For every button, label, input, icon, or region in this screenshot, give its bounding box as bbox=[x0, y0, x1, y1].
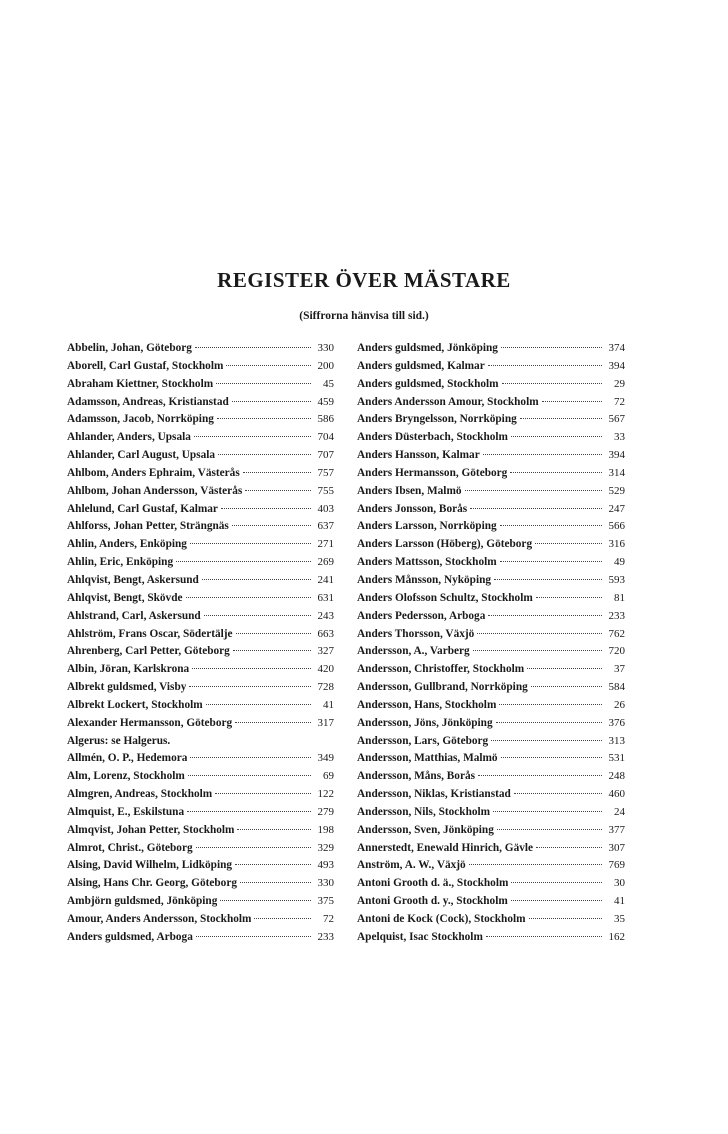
entry-name: Almquist, E., Eskilstuna bbox=[67, 805, 185, 818]
entry-page-number: 41 bbox=[614, 895, 625, 908]
index-column-left bbox=[67, 340, 334, 947]
entry-name: Ahlin, Eric, Enköping bbox=[67, 556, 174, 569]
entry-name: Anders Andersson Amour, Stockholm bbox=[357, 395, 539, 408]
entry-name: Ahlstrand, Carl, Askersund bbox=[67, 609, 201, 622]
index-entry bbox=[357, 697, 625, 715]
index-entry bbox=[357, 483, 625, 501]
dot-leader bbox=[500, 561, 602, 562]
entry-name: Andersson, Christoffer, Stockholm bbox=[357, 663, 525, 676]
index-entry bbox=[357, 447, 625, 465]
index-entry bbox=[357, 661, 625, 679]
index-entry bbox=[357, 465, 625, 483]
index-entry bbox=[357, 643, 625, 661]
dot-leader bbox=[196, 847, 311, 848]
entry-name: Ahlbom, Anders Ephraim, Västerås bbox=[67, 466, 240, 479]
entry-page-number: 41 bbox=[323, 698, 334, 711]
index-entry bbox=[67, 697, 334, 715]
index-entry bbox=[357, 679, 625, 697]
index-entry bbox=[357, 536, 625, 554]
index-entry bbox=[67, 572, 334, 590]
entry-page-number: 279 bbox=[317, 805, 334, 818]
entry-name: Almgren, Andreas, Stockholm bbox=[67, 788, 213, 801]
index-entry bbox=[67, 715, 334, 733]
entry-name: Anders Larsson (Höberg), Göteborg bbox=[357, 538, 533, 551]
index-entry bbox=[67, 733, 334, 751]
entry-name: Apelquist, Isac Stockholm bbox=[357, 930, 483, 943]
entry-page-number: 376 bbox=[608, 716, 625, 729]
dot-leader bbox=[511, 436, 602, 437]
entry-page-number: 769 bbox=[608, 859, 625, 872]
entry-name: Abraham Kiettner, Stockholm bbox=[67, 377, 214, 390]
dot-leader bbox=[235, 864, 311, 865]
dot-leader bbox=[206, 704, 311, 705]
dot-leader bbox=[196, 936, 311, 937]
entry-page-number: 24 bbox=[614, 805, 625, 818]
index-entry bbox=[357, 857, 625, 875]
dot-leader bbox=[190, 543, 311, 544]
entry-page-number: 313 bbox=[608, 734, 625, 747]
index-entry bbox=[357, 804, 625, 822]
dot-leader bbox=[531, 686, 602, 687]
entry-name: Alexander Hermansson, Göteborg bbox=[67, 716, 233, 729]
entry-name: Andersson, A., Varberg bbox=[357, 645, 470, 658]
index-entry bbox=[357, 411, 625, 429]
dot-leader bbox=[245, 490, 311, 491]
entry-page-number: 460 bbox=[608, 788, 625, 801]
dot-leader bbox=[240, 882, 311, 883]
dot-leader bbox=[494, 579, 602, 580]
index-entry bbox=[357, 840, 625, 858]
index-entry bbox=[67, 340, 334, 358]
index-entry bbox=[357, 786, 625, 804]
entry-name: Albrekt Lockert, Stockholm bbox=[67, 698, 203, 711]
entry-page-number: 584 bbox=[608, 681, 625, 694]
entry-page-number: 720 bbox=[608, 645, 625, 658]
index-entry bbox=[357, 822, 625, 840]
entry-name: Ahlström, Frans Oscar, Södertälje bbox=[67, 627, 233, 640]
entry-page-number: 586 bbox=[317, 413, 334, 426]
dot-leader bbox=[189, 686, 311, 687]
entry-name: Anders Mattsson, Stockholm bbox=[357, 556, 497, 569]
index-entry bbox=[357, 733, 625, 751]
index-entry bbox=[67, 875, 334, 893]
entry-name: Anders Pedersson, Arboga bbox=[357, 609, 486, 622]
dot-leader bbox=[510, 472, 602, 473]
entry-page-number: 631 bbox=[317, 591, 334, 604]
entry-name: Almqvist, Johan Petter, Stockholm bbox=[67, 823, 235, 836]
entry-page-number: 493 bbox=[317, 859, 334, 872]
entry-page-number: 394 bbox=[608, 359, 625, 372]
entry-page-number: 529 bbox=[608, 484, 625, 497]
page-subtitle: (Siffrorna hänvisa till sid.) bbox=[299, 310, 429, 322]
entry-page-number: 35 bbox=[614, 913, 625, 925]
entry-page-number: 72 bbox=[614, 395, 625, 408]
entry-name: Anders Larsson, Norrköping bbox=[357, 520, 497, 533]
dot-leader bbox=[204, 615, 311, 616]
dot-leader bbox=[527, 668, 602, 669]
dot-leader bbox=[497, 829, 602, 830]
entry-page-number: 314 bbox=[608, 466, 625, 479]
entry-name: Andersson, Måns, Borås bbox=[357, 770, 476, 783]
dot-leader bbox=[202, 579, 311, 580]
entry-page-number: 69 bbox=[323, 770, 334, 783]
dot-leader bbox=[233, 650, 311, 651]
dot-leader bbox=[473, 650, 602, 651]
dot-leader bbox=[502, 383, 602, 384]
index-entry bbox=[67, 394, 334, 412]
entry-page-number: 762 bbox=[608, 627, 625, 640]
dot-leader bbox=[469, 864, 602, 865]
entry-page-number: 241 bbox=[317, 573, 334, 586]
dot-leader bbox=[488, 615, 602, 616]
entry-name: Ahlander, Carl August, Upsala bbox=[67, 449, 216, 462]
index-entry bbox=[357, 626, 625, 644]
dot-leader bbox=[477, 633, 602, 634]
dot-leader bbox=[501, 347, 602, 348]
dot-leader bbox=[488, 365, 602, 366]
entry-name: Anders Ibsen, Malmö bbox=[357, 484, 462, 497]
dot-leader bbox=[221, 508, 311, 509]
entry-page-number: 593 bbox=[608, 573, 625, 586]
dot-leader bbox=[465, 490, 602, 491]
dot-leader bbox=[243, 472, 311, 473]
entry-name: Antoni Grooth d. y., Stockholm bbox=[357, 895, 508, 908]
entry-name: Almrot, Christ., Göteborg bbox=[67, 841, 193, 854]
dot-leader bbox=[500, 525, 602, 526]
entry-name: Aborell, Carl Gustaf, Stockholm bbox=[67, 359, 224, 372]
index-entry bbox=[67, 822, 334, 840]
entry-name: Anders guldsmed, Kalmar bbox=[357, 359, 485, 372]
entry-page-number: 403 bbox=[317, 502, 334, 515]
entry-page-number: 420 bbox=[317, 663, 334, 676]
entry-page-number: 566 bbox=[608, 520, 625, 533]
entry-name: Andersson, Niklas, Kristianstad bbox=[357, 788, 511, 801]
entry-page-number: 72 bbox=[323, 913, 334, 925]
entry-name: Antoni de Kock (Cock), Stockholm bbox=[357, 913, 526, 925]
entry-page-number: 45 bbox=[323, 377, 334, 390]
index-entry bbox=[67, 483, 334, 501]
entry-name: Ahlbom, Johan Andersson, Västerås bbox=[67, 484, 243, 497]
entry-page-number: 329 bbox=[317, 841, 334, 854]
entry-page-number: 81 bbox=[614, 591, 625, 604]
dot-leader bbox=[215, 793, 311, 794]
index-entry bbox=[357, 715, 625, 733]
index-entry bbox=[357, 911, 625, 929]
index-entry bbox=[67, 679, 334, 697]
entry-name: Anders guldsmed, Stockholm bbox=[357, 377, 499, 390]
entry-name: Anders Hansson, Kalmar bbox=[357, 449, 480, 462]
index-entry bbox=[67, 929, 334, 947]
dot-leader bbox=[194, 436, 311, 437]
dot-leader bbox=[496, 722, 602, 723]
entry-name: Ahlander, Anders, Upsala bbox=[67, 431, 191, 444]
dot-leader bbox=[536, 847, 602, 848]
entry-name: Anders guldsmed, Arboga bbox=[67, 930, 193, 943]
entry-name: Anders Månsson, Nyköping bbox=[357, 573, 492, 586]
entry-page-number: 26 bbox=[614, 698, 625, 711]
entry-page-number: 233 bbox=[317, 930, 334, 943]
entry-page-number: 162 bbox=[608, 930, 625, 943]
index-entry bbox=[67, 429, 334, 447]
entry-page-number: 637 bbox=[317, 520, 334, 533]
entry-page-number: 247 bbox=[608, 502, 625, 515]
index-entry bbox=[357, 429, 625, 447]
index-entry bbox=[67, 857, 334, 875]
entry-page-number: 49 bbox=[614, 556, 625, 569]
index-column-right bbox=[357, 340, 625, 947]
entry-name: Ambjörn guldsmed, Jönköping bbox=[67, 895, 218, 908]
dot-leader bbox=[542, 401, 602, 402]
entry-name: Amour, Anders Andersson, Stockholm bbox=[67, 913, 252, 925]
dot-leader bbox=[511, 882, 602, 883]
dot-leader bbox=[220, 900, 311, 901]
dot-leader bbox=[511, 900, 602, 901]
index-entry bbox=[357, 608, 625, 626]
index-entry bbox=[67, 465, 334, 483]
index-entry bbox=[357, 893, 625, 911]
dot-leader bbox=[514, 793, 602, 794]
entry-name: Anders Düsterbach, Stockholm bbox=[357, 431, 508, 444]
index-entry bbox=[67, 590, 334, 608]
dot-leader bbox=[237, 829, 311, 830]
entry-name: Ahlelund, Carl Gustaf, Kalmar bbox=[67, 502, 218, 515]
dot-leader bbox=[195, 347, 311, 348]
index-entry bbox=[357, 518, 625, 536]
index-entry bbox=[67, 750, 334, 768]
entry-name: Anders Bryngelsson, Norrköping bbox=[357, 413, 517, 426]
index-entry bbox=[67, 411, 334, 429]
entry-name: Annerstedt, Enewald Hinrich, Gävle bbox=[357, 841, 534, 854]
index-entry bbox=[67, 554, 334, 572]
entry-page-number: 30 bbox=[614, 877, 625, 890]
page-title: REGISTER ÖVER MÄSTARE bbox=[217, 268, 511, 292]
entry-page-number: 531 bbox=[608, 752, 625, 765]
entry-name: Ahlforss, Johan Petter, Strängnäs bbox=[67, 520, 229, 533]
entry-name: Abbelin, Johan, Göteborg bbox=[67, 342, 192, 354]
entry-name: Andersson, Sven, Jönköping bbox=[357, 823, 494, 836]
dot-leader bbox=[176, 561, 311, 562]
index-entry bbox=[67, 447, 334, 465]
index-entry bbox=[67, 608, 334, 626]
entry-page-number: 269 bbox=[317, 556, 334, 569]
entry-page-number: 330 bbox=[317, 877, 334, 890]
dot-leader bbox=[218, 454, 311, 455]
entry-page-number: 755 bbox=[317, 484, 334, 497]
index-entry bbox=[357, 750, 625, 768]
entry-page-number: 349 bbox=[317, 752, 334, 765]
index-entry bbox=[67, 893, 334, 911]
index-entry bbox=[67, 518, 334, 536]
entry-page-number: 375 bbox=[317, 895, 334, 908]
entry-page-number: 271 bbox=[317, 538, 334, 551]
index-entry bbox=[67, 358, 334, 376]
dot-leader bbox=[232, 401, 311, 402]
entry-page-number: 757 bbox=[317, 466, 334, 479]
index-entry bbox=[357, 501, 625, 519]
entry-name: Andersson, Nils, Stockholm bbox=[357, 805, 491, 818]
index-entry bbox=[357, 554, 625, 572]
index-entry bbox=[357, 572, 625, 590]
dot-leader bbox=[216, 383, 311, 384]
entry-name: Allmén, O. P., Hedemora bbox=[67, 752, 188, 765]
dot-leader bbox=[217, 418, 311, 419]
entry-page-number: 327 bbox=[317, 645, 334, 658]
index-entry bbox=[67, 840, 334, 858]
entry-name: Andersson, Hans, Stockholm bbox=[357, 698, 497, 711]
entry-name: Antoni Grooth d. ä., Stockholm bbox=[357, 877, 509, 890]
dot-leader bbox=[236, 633, 311, 634]
dot-leader bbox=[535, 543, 602, 544]
dot-leader bbox=[186, 597, 311, 598]
dot-leader bbox=[192, 668, 311, 669]
entry-page-number: 122 bbox=[317, 788, 334, 801]
dot-leader bbox=[536, 597, 602, 598]
dot-leader bbox=[493, 811, 602, 812]
entry-name: Andersson, Matthias, Malmö bbox=[357, 752, 498, 765]
entry-name: Ahlin, Anders, Enköping bbox=[67, 538, 187, 551]
entry-page-number: 728 bbox=[317, 681, 334, 694]
dot-leader bbox=[470, 508, 602, 509]
entry-page-number: 316 bbox=[608, 538, 625, 551]
dot-leader bbox=[188, 775, 311, 776]
entry-name: Adamsson, Jacob, Norrköping bbox=[67, 413, 214, 426]
index-entry bbox=[357, 358, 625, 376]
dot-leader bbox=[254, 918, 311, 919]
dot-leader bbox=[499, 704, 602, 705]
entry-page-number: 567 bbox=[608, 413, 625, 426]
entry-page-number: 248 bbox=[608, 770, 625, 783]
index-entry bbox=[357, 340, 625, 358]
dot-leader bbox=[478, 775, 602, 776]
entry-page-number: 37 bbox=[614, 663, 625, 676]
entry-name: Adamsson, Andreas, Kristianstad bbox=[67, 395, 229, 408]
entry-page-number: 317 bbox=[317, 716, 334, 729]
entry-name: Albin, Jöran, Karlskrona bbox=[67, 663, 190, 676]
entry-page-number: 377 bbox=[608, 823, 625, 836]
entry-name: Anders guldsmed, Jönköping bbox=[357, 342, 498, 354]
dot-leader bbox=[529, 918, 602, 919]
entry-name: Anström, A. W., Växjö bbox=[357, 859, 466, 872]
dot-leader bbox=[190, 757, 311, 758]
entry-name: Andersson, Gullbrand, Norrköping bbox=[357, 681, 528, 694]
index-entry bbox=[357, 768, 625, 786]
index-entry bbox=[357, 376, 625, 394]
entry-name: Ahlqvist, Bengt, Askersund bbox=[67, 573, 199, 586]
index-entry bbox=[357, 590, 625, 608]
entry-page-number: 704 bbox=[317, 431, 334, 444]
index-entry bbox=[67, 501, 334, 519]
entry-page-number: 330 bbox=[317, 342, 334, 354]
index-entry bbox=[67, 804, 334, 822]
dot-leader bbox=[520, 418, 602, 419]
index-entry bbox=[67, 661, 334, 679]
dot-leader bbox=[491, 740, 602, 741]
entry-name: Anders Jonsson, Borås bbox=[357, 502, 468, 515]
entry-name: Algerus: se Halgerus. bbox=[67, 734, 171, 747]
entry-name: Alsing, Hans Chr. Georg, Göteborg bbox=[67, 877, 237, 890]
dot-leader bbox=[483, 454, 602, 455]
index-entry bbox=[67, 376, 334, 394]
entry-name: Anders Thorsson, Växjö bbox=[357, 627, 475, 640]
index-entry bbox=[67, 786, 334, 804]
entry-page-number: 394 bbox=[608, 449, 625, 462]
index-entry bbox=[67, 626, 334, 644]
dot-leader bbox=[187, 811, 311, 812]
entry-name: Alm, Lorenz, Stockholm bbox=[67, 770, 185, 783]
dot-leader bbox=[235, 722, 311, 723]
entry-name: Anders Olofsson Schultz, Stockholm bbox=[357, 591, 533, 604]
index-entry bbox=[67, 643, 334, 661]
dot-leader bbox=[232, 525, 311, 526]
entry-page-number: 200 bbox=[317, 359, 334, 372]
entry-name: Ahlqvist, Bengt, Skövde bbox=[67, 591, 183, 604]
index-entry bbox=[357, 875, 625, 893]
dot-leader bbox=[501, 757, 602, 758]
entry-name: Andersson, Jöns, Jönköping bbox=[357, 716, 493, 729]
dot-leader bbox=[226, 365, 311, 366]
entry-name: Andersson, Lars, Göteborg bbox=[357, 734, 489, 747]
entry-name: Alsing, David Wilhelm, Lidköping bbox=[67, 859, 233, 872]
entry-page-number: 29 bbox=[614, 377, 625, 390]
entry-page-number: 33 bbox=[614, 431, 625, 444]
entry-page-number: 707 bbox=[317, 449, 334, 462]
index-entry bbox=[67, 536, 334, 554]
entry-name: Anders Hermansson, Göteborg bbox=[357, 466, 508, 479]
entry-page-number: 374 bbox=[608, 342, 625, 354]
entry-page-number: 198 bbox=[317, 823, 334, 836]
entry-page-number: 233 bbox=[608, 609, 625, 622]
entry-name: Ahrenberg, Carl Petter, Göteborg bbox=[67, 645, 230, 658]
entry-page-number: 243 bbox=[317, 609, 334, 622]
index-entry bbox=[357, 394, 625, 412]
index-entry bbox=[67, 768, 334, 786]
index-entry bbox=[357, 929, 625, 947]
entry-page-number: 459 bbox=[317, 395, 334, 408]
entry-page-number: 663 bbox=[317, 627, 334, 640]
dot-leader bbox=[486, 936, 602, 937]
index-entry bbox=[67, 911, 334, 929]
entry-page-number: 307 bbox=[608, 841, 625, 854]
entry-name: Albrekt guldsmed, Visby bbox=[67, 681, 187, 694]
